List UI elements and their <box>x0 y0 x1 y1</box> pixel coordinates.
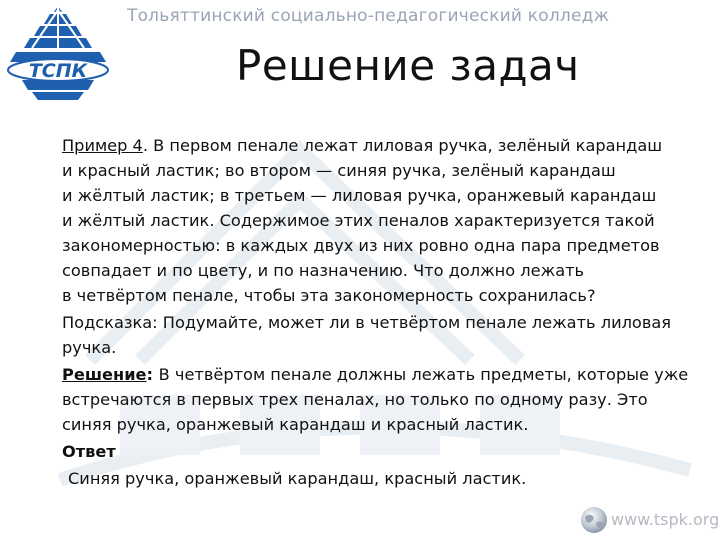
text-line: закономерностью: в каждых двух из них ровно одна пара предметов <box>62 236 660 255</box>
solution-line: Решение: В четвёртом пенале должны лежать предметы, которые уже <box>62 365 689 384</box>
text-line: и жёлтый ластик; в третьем — лиловая ручка, оранжевый карандаш <box>62 186 657 205</box>
slide-title: Решение задач <box>236 41 580 90</box>
website-url: www.tspk.org <box>611 510 720 529</box>
hint-line: Подсказка: Подумайте, может ли в четвёртом пенале лежать лиловая <box>62 313 672 332</box>
globe-icon <box>579 505 609 535</box>
answer-text: Синяя ручка, оранжевый карандаш, красный ластик. <box>68 469 527 488</box>
text-line: Пример 4. В первом пенале лежат лиловая ручка, зелёный карандаш <box>62 136 663 155</box>
solution-line: встречаются в первых трех пеналах, но только по одному разу. Это <box>62 390 648 409</box>
solution-line: синяя ручка, оранжевый карандаш и красный ластик. <box>62 415 529 434</box>
solution-label: Решение <box>62 365 147 384</box>
hint-line: ручка. <box>62 338 117 357</box>
text-line: и жёлтый ластик. Содержимое этих пеналов характеризуется такой <box>62 211 655 230</box>
text-line: и красный ластик; во втором — синяя ручка, зелёный карандаш <box>62 161 616 180</box>
slide-body <box>62 133 688 491</box>
college-logo-icon <box>2 2 114 102</box>
answer-heading: Ответ <box>62 442 116 461</box>
text-line: совпадает и по цвету, и по назначению. Что должно лежать <box>62 261 585 280</box>
text-line: в четвёртом пенале, чтобы эта закономерность сохранилась? <box>62 286 596 305</box>
college-name: Тольяттинский социально-педагогический колледж <box>127 6 610 26</box>
example-label: Пример 4 <box>62 136 143 155</box>
logo-text: ТСПК <box>28 60 88 82</box>
